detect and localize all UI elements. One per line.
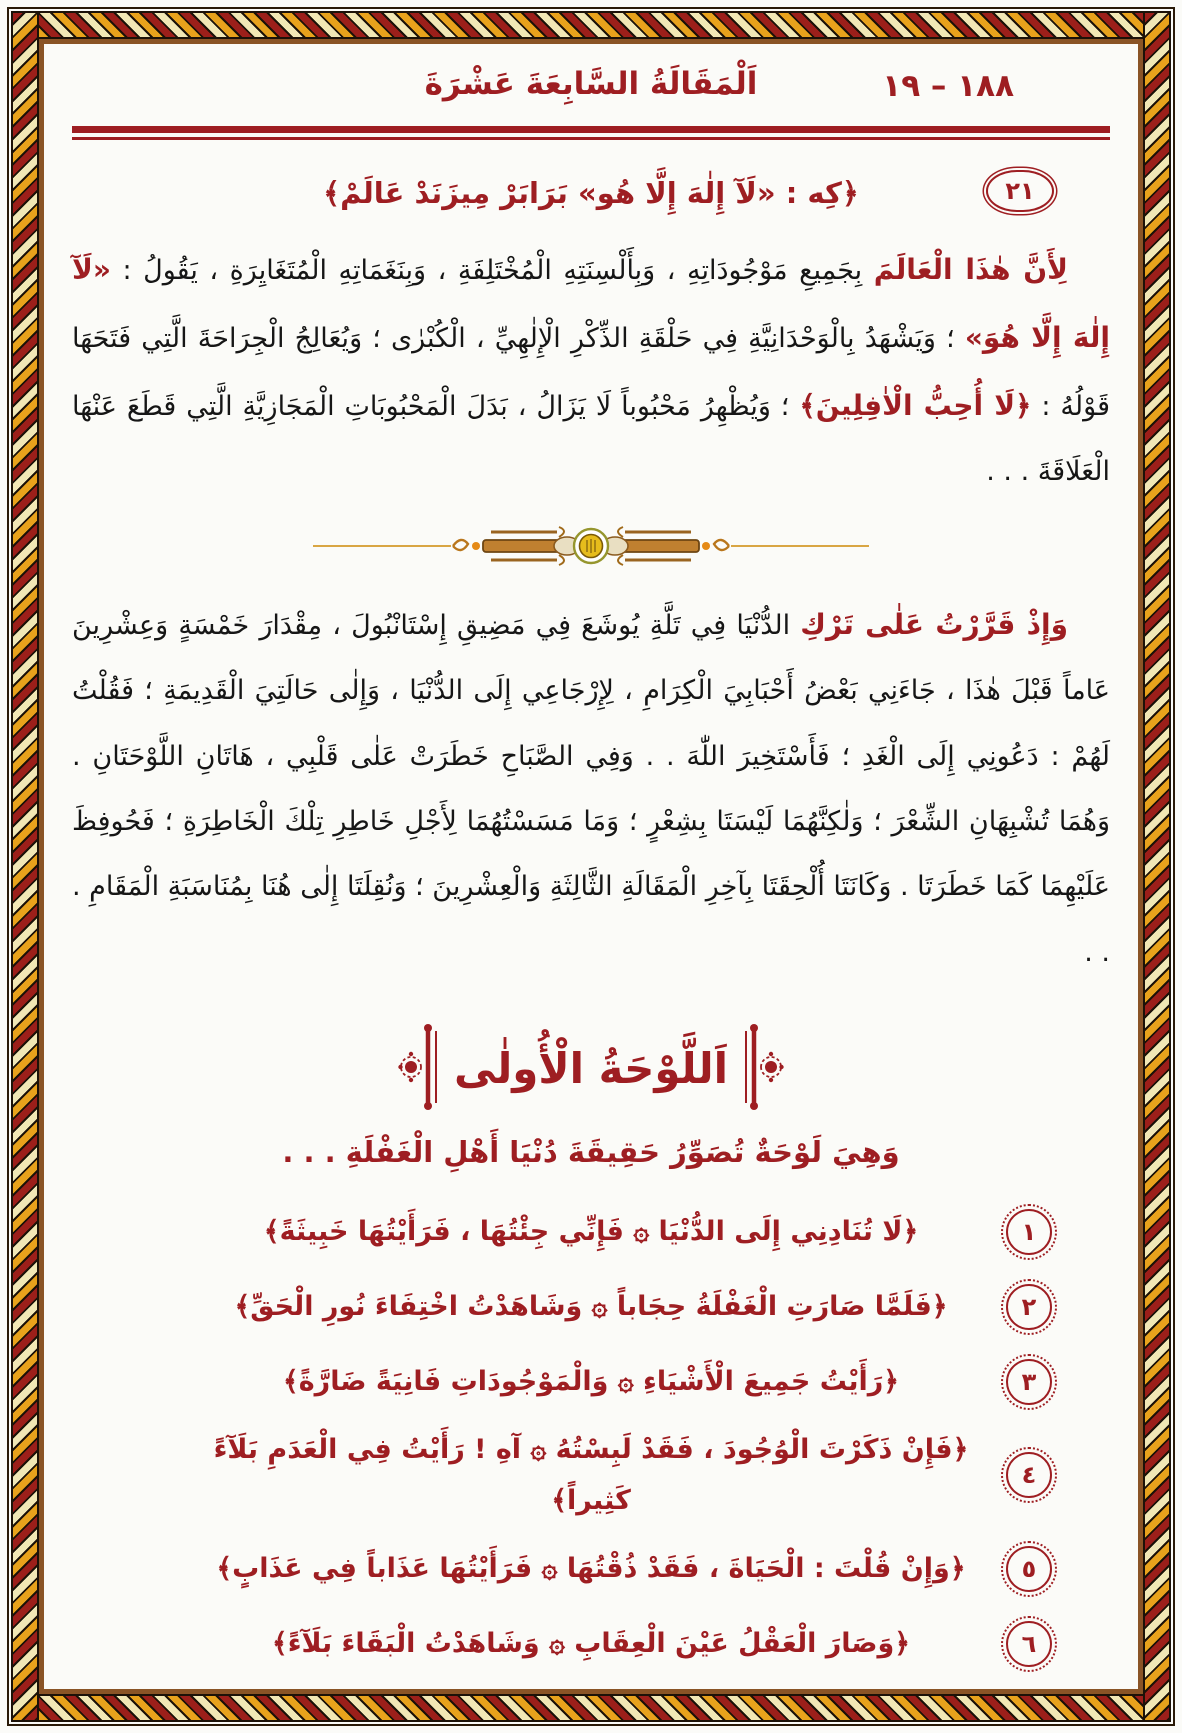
couplet-number-badge: ٢١ (986, 170, 1054, 212)
verse-number-badge: ٦ (1006, 1621, 1052, 1667)
paragraph-2-lead: وَإِذْ قَرَّرْتُ عَلٰى تَرْكِ (800, 607, 1068, 641)
verse-number-badge: ٣ (1006, 1359, 1052, 1405)
verse-row (72, 1199, 1110, 1265)
paragraph-1-lead: لِأَنَّ هٰذَا الْعَالَمَ (873, 253, 1068, 286)
paragraph-2-text: الدُّنْيَا فِي تَلَّةِ يُوشَعَ فِي مَضِيقِ إِسْتَانْبُولَ ، مِقْدَارَ خَمْسَةٍ وَعِشْرِينَ عَاماً قَبْلَ هٰذَا ، جَاءَنِي بَعْضُ أَحْبَابِيَ الْكِرَامِ ، لِإِرْجَاعِي إِلَى الدُّنْيَا ، وَإِلٰى حَالَتِيَ الْقَدِيمَةِ ؛ فَقُلْتُ لَهُمْ : دَعُونِي إِلَى الْغَدِ ؛ فَأَسْتَخِيرَ اللّٰهَ . . وَفِي الصَّبَاحِ خَطَرَتْ عَلٰى قَلْبِي ، هَاتَانِ اللَّوْحَتَانِ . وَهُمَا تُشْبِهَانِ الشِّعْرَ ؛ وَلٰكِنَّهُمَا لَيْسَتَا بِشِعْرٍ ؛ وَمَا مَسَسْتُهُمَا لِأَجْلِ خَاطِرِ تِلْكَ الْخَاطِرَةِ ؛ فَحُوفِظَ عَلَيْهِمَا كَمَا خَطَرَتَا . وَكَانَتَا أُلْحِقَتَا بِآخِرِ الْمَقَالَةِ الثَّالِثَةِ وَالْعِشْرِينَ ؛ وَنُقِلَتَا إِلٰى هُنَا بِمُنَاسَبَةِ الْمَقَامِ . . . (71, 609, 1110, 968)
paragraph-1-quote-1: «لَآ إِلٰهَ إِلَّا هُوَ» (72, 253, 1110, 354)
verse-row (72, 1349, 1110, 1415)
paragraph-1-text-b: ؛ وَيَشْهَدُ بِالْوَحْدَانِيَّةِ فِي حَلْقَةِ الذِّكْرِ الْإِلٰهِيِّ ، الْكُبْرٰى ؛ وَيُعَالِجُ الْجِرَاحَةَ الَّتِي فَتَحَهَا قَوْلُهُ : (72, 322, 1110, 422)
chain-border-left-icon (11, 11, 39, 1722)
verse-number-badge: ٤ (1006, 1452, 1052, 1498)
page-content (46, 46, 1136, 1687)
page-title: اَلْمَقَالَةُ السَّابِعَةَ عَشْرَةَ (424, 66, 758, 102)
page-header (72, 66, 1110, 120)
verse-row (72, 1611, 1110, 1677)
verse-text: ﴿لَا تُنَادِنِي إِلَى الدُّنْيَا ۞ فَإِنِّي جِئْتُهَا ، فَرَأَيْتُهَا خَبِيثَةً﴾ (263, 1216, 919, 1248)
chain-border-right-icon (1143, 11, 1171, 1722)
verse-text: ﴿فَإِنْ ذَكَرْتَ الْوُجُودَ ، فَقَدْ لَبِسْتُهُ ۞ آهِ ! رَأَيْتُ فِي الْعَدَمِ بَلَآءً كَثِيراً﴾ (213, 1433, 969, 1517)
paragraph-1-text-a: بِجَمِيعِ مَوْجُودَاتِهِ ، وَبِأَلْسِنَتِهِ الْمُخْتَلِفَةِ ، وَبِنَغَمَاتِهِ الْمُتَغَايِرَةِ ، يَقُولُ : (110, 255, 874, 286)
heading-bracket-left-icon (738, 1024, 784, 1114)
header-rule (72, 126, 1110, 140)
section-subtitle: وَهِيَ لَوْحَةٌ تُصَوِّرُ حَقِيقَةَ دُنْيَا أَهْلِ الْغَفْلَةِ . . . (282, 1134, 900, 1169)
verse-text: ﴿فَلَمَّا صَارَتِ الْغَفْلَةُ حِجَاباً ۞ وَشَاهَدْتُ اخْتِفَاءَ نُورِ الْحَقِّ﴾ (234, 1291, 948, 1323)
heading-bracket-right-icon (398, 1024, 444, 1114)
verse-number-badge: ١ (1006, 1209, 1052, 1255)
paragraph-1-text-c: ؛ وَيُظْهِرُ مَحْبُوباً لَا يَزَالُ ، بَدَلَ الْمَحْبُوبَاتِ الْمَجَازِيَّةِ الَّتِي قَطَعَ عَنْهَا الْعَلَاقَةَ . . . (72, 390, 1110, 488)
verse-row (72, 1536, 1110, 1602)
verse-row (72, 1274, 1110, 1340)
section-heading-row (72, 1021, 1110, 1117)
paragraph-1-quote-2: ﴿لَا أُحِبُّ الْاٰفِلِينَ﴾ (799, 388, 1032, 422)
verse-row (72, 1424, 1110, 1527)
couplet-row (72, 164, 1110, 222)
paragraph-1 (72, 236, 1110, 505)
ornamental-divider-icon (72, 519, 1110, 577)
verse-text: ﴿رَأَيْتُ جَمِيعَ الْأَشْيَاءِ ۞ وَالْمَوْجُودَاتِ فَانِيَةً ضَارَّةً﴾ (282, 1366, 900, 1398)
verse-text: ﴿وَصَارَ الْعَقْلُ عَيْنَ الْعِقَابِ ۞ وَشَاهَدْتُ الْبَقَاءَ بَلَآءً﴾ (271, 1627, 911, 1659)
verse-list (72, 1199, 1110, 1677)
section-heading: اَللَّوْحَةُ الْأُولٰى (453, 1044, 729, 1094)
page-number: ١٨٨ – ١٩ (882, 68, 1014, 104)
verse-text: ﴿وَإِنْ قُلْتَ : الْحَيَاةَ ، فَقَدْ ذُقْتُهَا ۞ فَرَأَيْتُهَا عَذَاباً فِي عَذَابٍ﴾ (216, 1552, 966, 1584)
chain-border-top-icon (11, 11, 1171, 39)
couplet-text: ﴿كِه : «لَآ إِلٰهَ إِلَّا هُو» بَرَابَرْ مِيزَنَدْ عَالَمْ﴾ (323, 176, 859, 210)
paragraph-2 (72, 591, 1110, 985)
verse-number-badge: ٥ (1006, 1546, 1052, 1592)
chain-border-bottom-icon (11, 1694, 1171, 1722)
verse-number-badge: ٢ (1006, 1284, 1052, 1330)
